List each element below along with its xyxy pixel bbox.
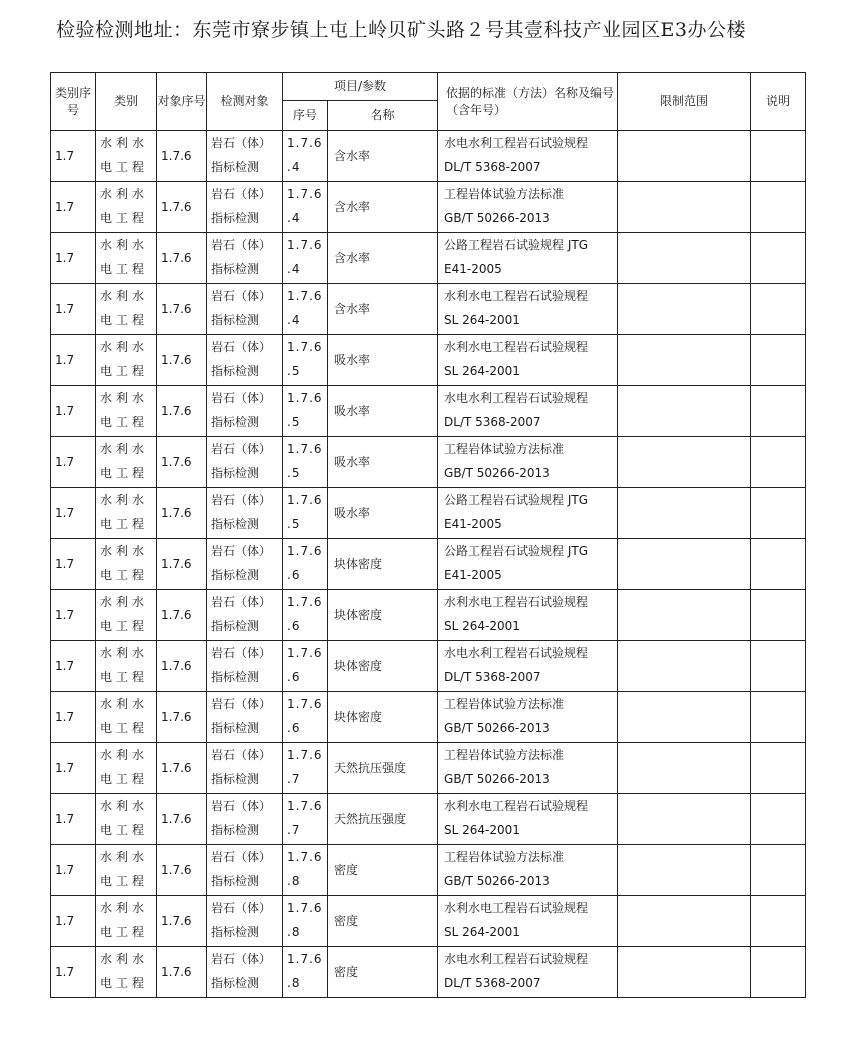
cat-no-cell: 1.7	[51, 386, 96, 437]
standard-cell: 工程岩体试验方法标准 GB/T 50266-2013	[438, 437, 618, 488]
limit-cell	[618, 437, 751, 488]
param-no-cell: 1.7.6 .6	[283, 590, 328, 641]
limit-cell	[618, 233, 751, 284]
note-cell	[751, 233, 806, 284]
cat-no-cell: 1.7	[51, 743, 96, 794]
param-name-cell: 含水率	[328, 233, 438, 284]
note-cell	[751, 437, 806, 488]
cat-no-cell: 1.7	[51, 896, 96, 947]
table-row	[51, 539, 806, 590]
note-cell	[751, 590, 806, 641]
table-row	[51, 590, 806, 641]
category-cell: 水利水 电工程	[96, 743, 157, 794]
cat-no-cell: 1.7	[51, 794, 96, 845]
category-cell: 水利水 电工程	[96, 182, 157, 233]
limit-cell	[618, 743, 751, 794]
param-no-cell: 1.7.6 .6	[283, 539, 328, 590]
param-name-cell: 块体密度	[328, 641, 438, 692]
category-cell: 水利水 电工程	[96, 488, 157, 539]
param-no-cell: 1.7.6 .4	[283, 284, 328, 335]
obj-no-cell: 1.7.6	[157, 845, 207, 896]
param-no-cell: 1.7.6 .8	[283, 845, 328, 896]
table-row	[51, 794, 806, 845]
object-cell: 岩石（体） 指标检测	[207, 284, 283, 335]
object-cell: 岩石（体） 指标检测	[207, 845, 283, 896]
table-row	[51, 284, 806, 335]
table-row	[51, 488, 806, 539]
standard-cell: 水利水电工程岩石试验规程 SL 264-2001	[438, 284, 618, 335]
cat-no-cell: 1.7	[51, 233, 96, 284]
table-row	[51, 182, 806, 233]
limit-cell	[618, 182, 751, 233]
note-cell	[751, 692, 806, 743]
header-item-group: 项目/参数	[283, 73, 438, 101]
obj-no-cell: 1.7.6	[157, 794, 207, 845]
obj-no-cell: 1.7.6	[157, 335, 207, 386]
param-name-cell: 块体密度	[328, 539, 438, 590]
cat-no-cell: 1.7	[51, 335, 96, 386]
limit-cell	[618, 641, 751, 692]
param-name-cell: 块体密度	[328, 590, 438, 641]
object-cell: 岩石（体） 指标检测	[207, 947, 283, 998]
limit-cell	[618, 845, 751, 896]
inspection-scope-table	[50, 72, 806, 998]
object-cell: 岩石（体） 指标检测	[207, 182, 283, 233]
obj-no-cell: 1.7.6	[157, 641, 207, 692]
limit-cell	[618, 896, 751, 947]
category-cell: 水利水 电工程	[96, 896, 157, 947]
category-cell: 水利水 电工程	[96, 131, 157, 182]
cat-no-cell: 1.7	[51, 284, 96, 335]
note-cell	[751, 335, 806, 386]
object-cell: 岩石（体） 指标检测	[207, 386, 283, 437]
obj-no-cell: 1.7.6	[157, 896, 207, 947]
category-cell: 水利水 电工程	[96, 692, 157, 743]
header-category: 类别	[96, 73, 157, 131]
obj-no-cell: 1.7.6	[157, 488, 207, 539]
header-param-name: 名称	[328, 101, 438, 131]
limit-cell	[618, 692, 751, 743]
header-object: 检测对象	[207, 73, 283, 131]
header-obj-no: 对象序号	[157, 73, 207, 131]
param-name-cell: 密度	[328, 947, 438, 998]
table-row	[51, 845, 806, 896]
object-cell: 岩石（体） 指标检测	[207, 131, 283, 182]
obj-no-cell: 1.7.6	[157, 539, 207, 590]
cat-no-cell: 1.7	[51, 488, 96, 539]
note-cell	[751, 794, 806, 845]
table-row	[51, 641, 806, 692]
note-cell	[751, 182, 806, 233]
param-name-cell: 含水率	[328, 182, 438, 233]
cat-no-cell: 1.7	[51, 641, 96, 692]
note-cell	[751, 896, 806, 947]
standard-cell: 公路工程岩石试验规程 JTG E41-2005	[438, 539, 618, 590]
standard-cell: 工程岩体试验方法标准 GB/T 50266-2013	[438, 845, 618, 896]
category-cell: 水利水 电工程	[96, 794, 157, 845]
standard-cell: 水利水电工程岩石试验规程 SL 264-2001	[438, 335, 618, 386]
table-row	[51, 335, 806, 386]
cat-no-cell: 1.7	[51, 131, 96, 182]
param-name-cell: 含水率	[328, 284, 438, 335]
standard-cell: 水电水利工程岩石试验规程 DL/T 5368-2007	[438, 947, 618, 998]
note-cell	[751, 284, 806, 335]
standard-cell: 工程岩体试验方法标准 GB/T 50266-2013	[438, 743, 618, 794]
limit-cell	[618, 539, 751, 590]
standard-cell: 公路工程岩石试验规程 JTG E41-2005	[438, 488, 618, 539]
param-no-cell: 1.7.6 .7	[283, 743, 328, 794]
note-cell	[751, 743, 806, 794]
param-name-cell: 吸水率	[328, 335, 438, 386]
param-no-cell: 1.7.6 .6	[283, 641, 328, 692]
category-cell: 水利水 电工程	[96, 539, 157, 590]
table-row	[51, 386, 806, 437]
obj-no-cell: 1.7.6	[157, 182, 207, 233]
object-cell: 岩石（体） 指标检测	[207, 437, 283, 488]
table-row	[51, 233, 806, 284]
standard-cell: 水利水电工程岩石试验规程 SL 264-2001	[438, 896, 618, 947]
object-cell: 岩石（体） 指标检测	[207, 233, 283, 284]
category-cell: 水利水 电工程	[96, 386, 157, 437]
limit-cell	[618, 386, 751, 437]
standard-cell: 工程岩体试验方法标准 GB/T 50266-2013	[438, 182, 618, 233]
param-no-cell: 1.7.6 .5	[283, 437, 328, 488]
object-cell: 岩石（体） 指标检测	[207, 641, 283, 692]
obj-no-cell: 1.7.6	[157, 284, 207, 335]
category-cell: 水利水 电工程	[96, 284, 157, 335]
limit-cell	[618, 794, 751, 845]
param-no-cell: 1.7.6 .4	[283, 182, 328, 233]
note-cell	[751, 947, 806, 998]
table-body	[51, 131, 806, 998]
table-row	[51, 692, 806, 743]
category-cell: 水利水 电工程	[96, 947, 157, 998]
note-cell	[751, 539, 806, 590]
category-cell: 水利水 电工程	[96, 845, 157, 896]
table-row	[51, 437, 806, 488]
standard-cell: 工程岩体试验方法标准 GB/T 50266-2013	[438, 692, 618, 743]
cat-no-cell: 1.7	[51, 845, 96, 896]
object-cell: 岩石（体） 指标检测	[207, 692, 283, 743]
param-no-cell: 1.7.6 .5	[283, 488, 328, 539]
standard-cell: 水电水利工程岩石试验规程 DL/T 5368-2007	[438, 386, 618, 437]
object-cell: 岩石（体） 指标检测	[207, 335, 283, 386]
header-cat-no: 类别序号	[51, 73, 96, 131]
header-limit: 限制范围	[618, 73, 751, 131]
object-cell: 岩石（体） 指标检测	[207, 488, 283, 539]
cat-no-cell: 1.7	[51, 590, 96, 641]
limit-cell	[618, 131, 751, 182]
standard-cell: 水电水利工程岩石试验规程 DL/T 5368-2007	[438, 641, 618, 692]
header-standard: 依据的标准（方法）名称及编号（含年号）	[438, 73, 618, 131]
param-name-cell: 块体密度	[328, 692, 438, 743]
cat-no-cell: 1.7	[51, 182, 96, 233]
note-cell	[751, 131, 806, 182]
table-row	[51, 947, 806, 998]
obj-no-cell: 1.7.6	[157, 233, 207, 284]
obj-no-cell: 1.7.6	[157, 692, 207, 743]
param-no-cell: 1.7.6 .6	[283, 692, 328, 743]
standard-cell: 公路工程岩石试验规程 JTG E41-2005	[438, 233, 618, 284]
object-cell: 岩石（体） 指标检测	[207, 896, 283, 947]
param-no-cell: 1.7.6 .7	[283, 794, 328, 845]
note-cell	[751, 488, 806, 539]
category-cell: 水利水 电工程	[96, 335, 157, 386]
cat-no-cell: 1.7	[51, 947, 96, 998]
limit-cell	[618, 590, 751, 641]
table-row	[51, 743, 806, 794]
table-row	[51, 896, 806, 947]
obj-no-cell: 1.7.6	[157, 743, 207, 794]
obj-no-cell: 1.7.6	[157, 437, 207, 488]
param-name-cell: 吸水率	[328, 386, 438, 437]
obj-no-cell: 1.7.6	[157, 590, 207, 641]
limit-cell	[618, 335, 751, 386]
param-no-cell: 1.7.6 .8	[283, 947, 328, 998]
object-cell: 岩石（体） 指标检测	[207, 539, 283, 590]
header-note: 说明	[751, 73, 806, 131]
standard-cell: 水电水利工程岩石试验规程 DL/T 5368-2007	[438, 131, 618, 182]
category-cell: 水利水 电工程	[96, 590, 157, 641]
param-name-cell: 密度	[328, 845, 438, 896]
inspection-address: 检验检测地址：东莞市寮步镇上屯上岭贝矿头路２号其壹科技产业园区E3办公楼	[56, 19, 746, 41]
param-name-cell: 密度	[328, 896, 438, 947]
note-cell	[751, 845, 806, 896]
param-no-cell: 1.7.6 .4	[283, 233, 328, 284]
param-no-cell: 1.7.6 .8	[283, 896, 328, 947]
table-row	[51, 131, 806, 182]
param-name-cell: 吸水率	[328, 437, 438, 488]
cat-no-cell: 1.7	[51, 437, 96, 488]
note-cell	[751, 641, 806, 692]
limit-cell	[618, 488, 751, 539]
limit-cell	[618, 284, 751, 335]
param-no-cell: 1.7.6 .5	[283, 386, 328, 437]
standard-cell: 水利水电工程岩石试验规程 SL 264-2001	[438, 794, 618, 845]
category-cell: 水利水 电工程	[96, 233, 157, 284]
obj-no-cell: 1.7.6	[157, 386, 207, 437]
standard-cell: 水利水电工程岩石试验规程 SL 264-2001	[438, 590, 618, 641]
object-cell: 岩石（体） 指标检测	[207, 590, 283, 641]
object-cell: 岩石（体） 指标检测	[207, 794, 283, 845]
category-cell: 水利水 电工程	[96, 437, 157, 488]
object-cell: 岩石（体） 指标检测	[207, 743, 283, 794]
limit-cell	[618, 947, 751, 998]
category-cell: 水利水 电工程	[96, 641, 157, 692]
header-param-no: 序号	[283, 101, 328, 131]
param-no-cell: 1.7.6 .5	[283, 335, 328, 386]
param-name-cell: 吸水率	[328, 488, 438, 539]
cat-no-cell: 1.7	[51, 539, 96, 590]
note-cell	[751, 386, 806, 437]
param-no-cell: 1.7.6 .4	[283, 131, 328, 182]
obj-no-cell: 1.7.6	[157, 947, 207, 998]
param-name-cell: 天然抗压强度	[328, 794, 438, 845]
obj-no-cell: 1.7.6	[157, 131, 207, 182]
cat-no-cell: 1.7	[51, 692, 96, 743]
param-name-cell: 含水率	[328, 131, 438, 182]
param-name-cell: 天然抗压强度	[328, 743, 438, 794]
